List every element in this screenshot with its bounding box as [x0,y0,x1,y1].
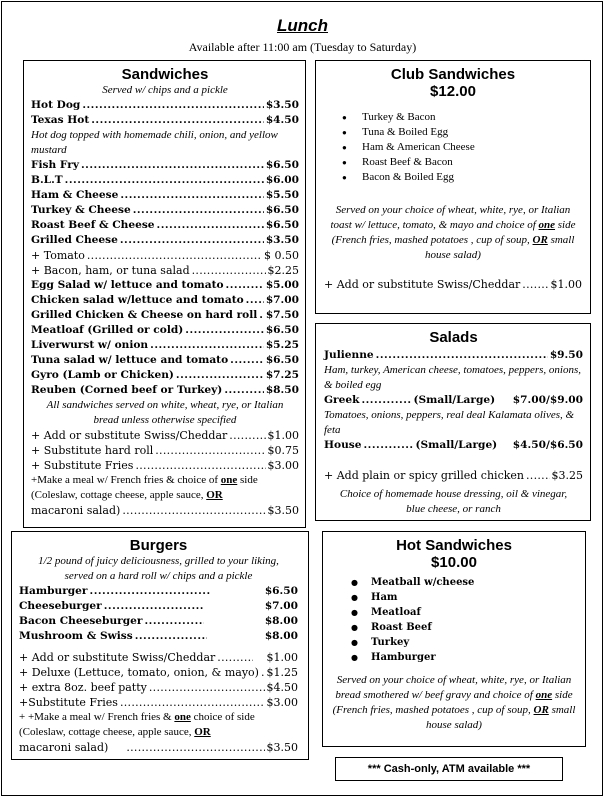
item-price: $5.50 [265,189,299,201]
item-price: $8.50 [265,384,299,396]
addon-price: $1.00 [267,429,299,442]
item-name: B.L.T [31,174,63,186]
hot-served-note: Served on your choice of wheat, white, rye, or Italian bread smothered w/ beef gravy and choice of one side (French fries, mashed potatoes , cup of soup, OR small house salad) [332,674,576,731]
addon-name: + Substitute hard roll [31,444,154,457]
menu-item [19,614,298,629]
item-name: Bacon Cheeseburger [19,615,143,627]
item-name: Tuna salad w/ lettuce and tomato [31,354,229,366]
item-name: Reuben (Corned beef or Turkey) [31,384,223,396]
addon-item [31,428,299,443]
addon-item [19,680,298,695]
addon-price: $3.00 [266,696,298,709]
menu-item [31,173,299,188]
burgers-section [11,531,309,760]
addon-name: + Tomato [31,249,85,262]
burgers-subtitle: 1/2 pound of juicy deliciousness, grilled to your liking, served on a hard roll w/ chips and a pickle [38,555,279,582]
menu-item [31,218,299,233]
sandwiches-note: All sandwiches served on white, wheat, rye, or Italian bread unless otherwise specified [46,399,284,426]
menu-item [324,438,583,453]
club-price: $12.00 [430,83,476,100]
item-price: $6.50 [265,324,299,336]
list-item: ● Meatball w/cheese [345,575,577,590]
sandwiches-subtitle: Served w/ chips and a pickle [102,84,228,96]
item-price: $8.00 [264,630,298,642]
list-item: ● Meatloaf [345,605,577,620]
item-price: $9.50 [549,349,583,361]
salads-section [315,323,591,521]
club-served-note: Served on your choice of wheat, white, rye, or Italian toast w/ lettuce, tomato, & mayo and choice of one side (French fries, mashed potatoes , cup of soup, OR small house salad) [330,204,576,261]
hot-price: $10.00 [431,554,477,571]
item-price: $7.00 [264,600,298,612]
addon-item [31,443,299,458]
addon-name: + Add or substitute Swiss/Cheddar [324,278,521,291]
menu-item [31,278,299,293]
menu-item [31,338,299,353]
addon-name: + extra 8oz. beef patty [19,681,147,694]
item-price: $5.00 [265,279,299,291]
item-name: Greek [324,394,360,406]
item-price: $3.50 [265,234,299,246]
menu-item [31,353,299,368]
sandwiches-section [23,60,306,528]
addon-item [324,468,583,483]
addon-price: $3.25 [551,469,583,482]
addon-price: $1.00 [550,278,582,291]
menu-item [31,323,299,338]
addon-price: $1.25 [266,666,298,679]
item-name: Chicken salad w/lettuce and tomato [31,294,244,306]
addon-price: $0.75 [267,444,299,457]
item-name: House [324,439,362,451]
item-name: Cheeseburger [19,600,102,612]
item-description: Tomatoes, onions, peppers, real deal Kalamata olives, & feta [324,409,575,436]
addon-item [31,263,299,278]
meal-upgrade-price-row: macaroni salad) . . . $3.50 [31,503,299,518]
item-name: Texas Hot [31,114,90,126]
item-price: $8.00 [264,615,298,627]
list-item: ● Bacon & Boiled Egg [336,170,582,185]
addon-item [31,248,299,263]
item-name: Grilled Chicken & Cheese on hard roll [31,309,258,321]
meal-upgrade-price-row: macaroni salad) . . . $3.50 [19,740,298,755]
list-item: ● Turkey [345,635,577,650]
item-name: Liverwurst w/ onion [31,339,149,351]
cash-only-notice: *** Cash-only, ATM available *** [335,757,563,781]
addon-item [19,650,298,665]
addon-name: + Deluxe (Lettuce, tomato, onion, & mayo) [19,666,259,679]
item-name: Fish Fry [31,159,79,171]
addon-price: $1.00 [266,651,298,664]
item-name: Egg Salad w/ lettuce and tomato [31,279,224,291]
item-size: (Small/Large) [413,394,496,406]
club-section [315,60,591,314]
hot-title: Hot Sandwiches [396,537,512,554]
item-price: $6.50 [265,159,299,171]
menu-item [31,98,299,113]
page-subtitle: Available after 11:00 am (Tuesday to Saturday) [188,40,417,54]
addon-price: $ 0.50 [264,249,299,262]
list-item: ● Turkey & Bacon [336,110,582,125]
menu-item [31,368,299,383]
item-price: $7.00/$9.00 [512,394,583,406]
list-item: ● Ham & American Cheese [336,140,582,155]
burgers-title: Burgers [129,537,188,554]
page-title: Lunch [277,16,328,35]
list-item: ● Roast Beef [345,620,577,635]
item-price: $4.50/$6.50 [512,439,583,451]
menu-item [19,629,298,644]
item-price: $7.50 [265,309,299,321]
item-price: $7.25 [265,369,299,381]
menu-item [324,348,583,363]
item-name: Hot Dog [31,99,81,111]
club-list [324,110,582,185]
addon-name: + Add or substitute Swiss/Cheddar [31,429,228,442]
menu-item [31,188,299,203]
salads-title: Salads [429,329,478,346]
menu-item [31,233,299,248]
item-name: Grilled Cheese [31,234,118,246]
addon-name: + Add or substitute Swiss/Cheddar [19,651,216,664]
addon-item [324,277,582,292]
addon-name: + Add plain or spicy grilled chicken [324,469,524,482]
item-price: $6.50 [264,585,298,597]
item-name: Julienne [324,349,374,361]
item-price: $4.50 [265,114,299,126]
menu-item [31,158,299,173]
list-item: ● Roast Beef & Bacon [336,155,582,170]
addon-item [19,695,298,710]
item-description: Hot dog topped with homemade chili, onion, and yellow mustard [31,129,278,156]
item-price: $3.50 [265,99,299,111]
meal-upgrade-price: $3.50 [266,741,298,754]
item-name: Gyro (Lamb or Chicken) [31,369,174,381]
item-name: Ham & Cheese [31,189,119,201]
addon-name: + Bacon, ham, or tuna salad [31,264,190,277]
addon-price: $2.25 [267,264,299,277]
item-name: Roast Beef & Cheese [31,219,155,231]
list-item: ● Ham [345,590,577,605]
item-name: Hamburger [19,585,88,597]
menu-item [31,293,299,308]
item-price: $5.25 [265,339,299,351]
addon-name: +Substitute Fries [19,696,118,709]
menu-item [19,584,298,599]
addon-name: + Substitute Fries [31,459,134,472]
salads-dressing-note: Choice of homemade house dressing, oil & vinegar, blue cheese, or ranch [339,488,568,515]
item-size: (Small/Large) [415,439,498,451]
club-title: Club Sandwiches [390,66,516,83]
menu-item [31,113,299,128]
hot-sandwiches-section [322,531,586,747]
menu-item [31,383,299,398]
meal-upgrade-price: $3.50 [267,504,299,517]
list-item: ● Tuna & Boiled Egg [336,125,582,140]
menu-item [324,393,583,408]
item-name: Meatloaf (Grilled or cold) [31,324,184,336]
item-price: $6.50 [265,204,299,216]
item-name: Mushroom & Swiss [19,630,133,642]
list-item: ● Hamburger [345,650,577,665]
hot-list [331,575,577,665]
addon-item [19,665,298,680]
menu-item [31,203,299,218]
meal-upgrade: +Make a meal w/ French fries & choice of one side (Coleslaw, cottage cheese, apple sauce, OR [31,474,258,501]
item-price: $6.50 [265,354,299,366]
menu-item [19,599,298,614]
addon-price: $3.00 [267,459,299,472]
item-price: $7.00 [265,294,299,306]
item-description: Ham, turkey, American cheese, tomatoes, peppers, onions, & boiled egg [324,364,582,391]
addon-price: $4.50 [266,681,298,694]
sandwiches-title: Sandwiches [121,66,209,83]
addon-item [31,458,299,473]
item-name: Turkey & Cheese [31,204,131,216]
menu-item [31,308,299,323]
item-price: $6.50 [265,219,299,231]
item-price: $6.00 [265,174,299,186]
meal-upgrade: + +Make a meal w/ French fries & one choice of side (Coleslaw, cottage cheese, apple sauce, OR [19,711,255,738]
